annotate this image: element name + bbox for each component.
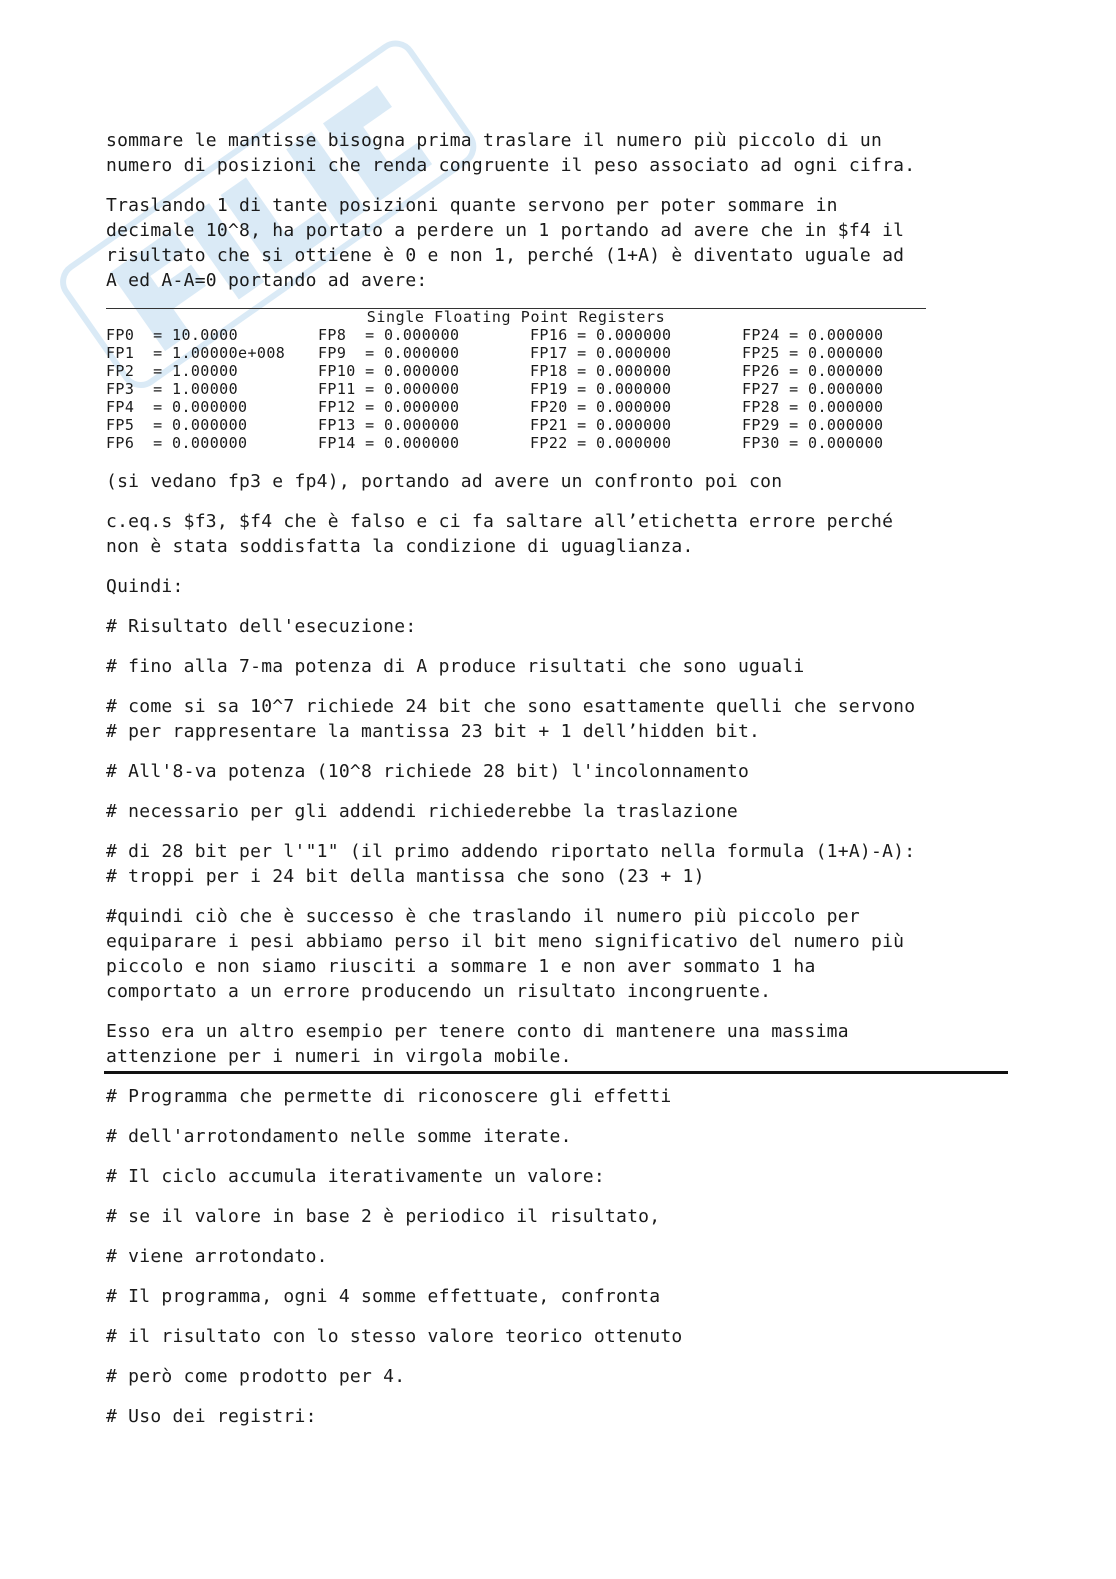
register-cell: FP19 = 0.000000: [530, 380, 672, 398]
register-cell: FP22 = 0.000000: [530, 434, 672, 452]
register-table: [106, 308, 926, 452]
register-cell: FP8 = 0.000000: [318, 326, 460, 344]
register-cell: FP29 = 0.000000: [742, 416, 884, 434]
register-grid: [106, 326, 926, 452]
register-cell: FP0 = 10.0000: [106, 326, 239, 344]
code-comment: # fino alla 7-ma potenza di A produce risultati che sono uguali: [106, 656, 805, 677]
register-cell: FP11 = 0.000000: [318, 380, 460, 398]
register-cell: FP17 = 0.000000: [530, 344, 672, 362]
code-comment: # Programma che permette di riconoscere gli effetti: [106, 1086, 672, 1107]
paragraph: (si vedano fp3 e fp4), portando ad avere un confronto poi con: [106, 471, 783, 492]
code-comment: # viene arrotondato.: [106, 1246, 328, 1267]
register-cell: FP4 = 0.000000: [106, 398, 248, 416]
register-cell: FP3 = 1.00000: [106, 380, 239, 398]
code-comment: # il risultato con lo stesso valore teorico ottenuto: [106, 1326, 683, 1347]
register-cell: FP20 = 0.000000: [530, 398, 672, 416]
register-cell: FP30 = 0.000000: [742, 434, 884, 452]
register-cell: FP6 = 0.000000: [106, 434, 248, 452]
paragraph: c.eq.s $f3, $f4 che è falso e ci fa saltare all’etichetta errore perché non è stata soddisfatta la condizione di uguaglianza.: [106, 511, 894, 557]
register-cell: FP9 = 0.000000: [318, 344, 460, 362]
register-cell: FP12 = 0.000000: [318, 398, 460, 416]
register-cell: FP26 = 0.000000: [742, 362, 884, 380]
document-body: [106, 128, 1016, 1444]
code-comment: # se il valore in base 2 è periodico il risultato,: [106, 1206, 661, 1227]
register-cell: FP27 = 0.000000: [742, 380, 884, 398]
register-cell: FP1 = 1.00000e+008: [106, 344, 286, 362]
code-comment: # Il ciclo accumula iterativamente un valore:: [106, 1166, 605, 1187]
register-cell: FP13 = 0.000000: [318, 416, 460, 434]
register-cell: FP14 = 0.000000: [318, 434, 460, 452]
code-comment: # però come prodotto per 4.: [106, 1366, 406, 1387]
code-comment: # Risultato dell'esecuzione:: [106, 616, 417, 637]
register-cell: FP10 = 0.000000: [318, 362, 460, 380]
paragraph: Traslando 1 di tante posizioni quante servono per poter sommare in decimale 10^8, ha portato a perdere un 1 portando ad avere che in $f4 il risultato che si ottiene è 0 e non 1, perché (1+A) è diventato uguale ad A ed A-A=0 portando ad avere:: [106, 195, 905, 291]
code-comment: # dell'arrotondamento nelle somme iterate.: [106, 1126, 572, 1147]
code-comment: # come si sa 10^7 richiede 24 bit che sono esattamente quelli che servono # per rappresentare la mantissa 23 bit + 1 dell’hidden bit.: [106, 696, 916, 742]
register-cell: FP5 = 0.000000: [106, 416, 248, 434]
code-comment: #quindi ciò che è successo è che traslando il numero più piccolo per equiparare i pesi abbiamo perso il bit meno significativo del numero più piccolo e non siamo riusciti a sommare 1 e non aver sommato 1 ha comportato a un errore producendo un risultato incongruente.: [106, 906, 905, 1002]
code-comment: # All'8-va potenza (10^8 richiede 28 bit) l'incolonnamento: [106, 761, 750, 782]
code-comment: # Il programma, ogni 4 somme effettuate, confronta: [106, 1286, 661, 1307]
register-table-title: Single Floating Point Registers: [366, 308, 666, 326]
register-cell: FP24 = 0.000000: [742, 326, 884, 344]
code-comment: # di 28 bit per l'"1" (il primo addendo riportato nella formula (1+A)-A): # troppi per i 24 bit della mantissa che sono (23 + 1): [106, 841, 916, 887]
register-cell: FP2 = 1.00000: [106, 362, 239, 380]
section-divider: [104, 1071, 1008, 1074]
register-cell: FP25 = 0.000000: [742, 344, 884, 362]
paragraph: Quindi:: [106, 576, 184, 597]
paragraph: sommare le mantisse bisogna prima traslare il numero più piccolo di un numero di posizioni che renda congruente il peso associato ad ogni cifra.: [106, 130, 916, 176]
register-cell: FP16 = 0.000000: [530, 326, 672, 344]
register-cell: FP18 = 0.000000: [530, 362, 672, 380]
paragraph: Esso era un altro esempio per tenere conto di mantenere una massima attenzione per i numeri in virgola mobile.: [106, 1021, 849, 1067]
register-cell: FP28 = 0.000000: [742, 398, 884, 416]
code-comment: # necessario per gli addendi richiederebbe la traslazione: [106, 801, 738, 822]
register-cell: FP21 = 0.000000: [530, 416, 672, 434]
code-comment: # Uso dei registri:: [106, 1406, 317, 1427]
